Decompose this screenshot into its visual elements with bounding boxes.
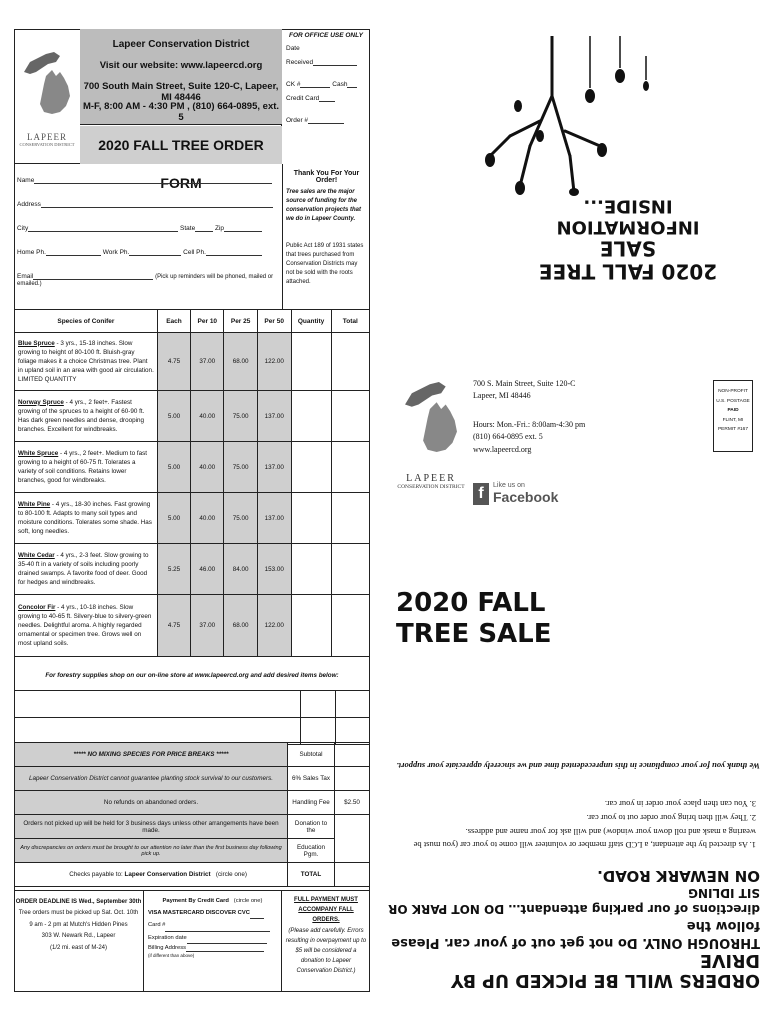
supply-row[interactable] (14, 691, 370, 718)
col-per50: Per 50 (257, 310, 291, 333)
checks-payee: Lapeer Conservation District (124, 871, 211, 878)
price-p50: 137.00 (257, 493, 291, 544)
mailer-web: www.lapeercd.org (473, 444, 532, 454)
work-phone-label: Work Ph. (102, 249, 130, 256)
address-text: 700 South Main Street, Suite 120-C, Lapeer, MI 48446 (83, 81, 279, 103)
species-description (15, 544, 158, 595)
col-per25: Per 25 (224, 310, 257, 333)
sales-tax-label: 6% Sales Tax (288, 767, 335, 791)
price-p10: 37.00 (191, 333, 224, 391)
customer-fields (17, 176, 279, 296)
price-each: 4.75 (157, 595, 190, 657)
cell-phone-field[interactable] (206, 248, 262, 256)
sale-title (396, 588, 552, 650)
info-sub: INFORMATION INSIDE... (556, 195, 700, 238)
order-number-label: Order # (286, 117, 309, 124)
quantity-cell[interactable] (291, 442, 331, 493)
price-p25: 75.00 (224, 493, 257, 544)
total-cell[interactable] (331, 391, 369, 442)
species-name: Norway Spruce (18, 398, 64, 406)
total-label: TOTAL (288, 863, 335, 887)
logo-bottom-text: CONSERVATION DISTRICT (19, 142, 75, 147)
billing-note: (if different than above) (148, 952, 195, 958)
office-use-box (282, 29, 370, 164)
full-payment-title-2: ACCOMPANY FALL ORDERS. (298, 907, 354, 924)
species-detail: - 4 yrs., 2 feet+. Medium to fast growing to a height of 60-75 ft. Tolerates a variety of soil conditions. Retains lower branches, good for windbreaks. (18, 449, 147, 485)
pickup-line-2: 9 am - 2 pm at Mutch's Hidden Pines (29, 921, 128, 928)
quantity-cell[interactable] (291, 333, 331, 391)
price-p50: 137.00 (257, 391, 291, 442)
total-cell[interactable] (331, 595, 369, 657)
name-field[interactable] (34, 176, 272, 184)
mailer-logo-bottom: CONSERVATION DISTRICT (397, 484, 465, 490)
pickup-notice (388, 700, 760, 990)
credit-card-label: Credit Card (286, 95, 320, 102)
col-species: Species of Conifer (15, 310, 158, 333)
public-act-text: Public Act 189 of 1931 states that trees purchased from Conservation Districts may not be sold with the roots attached. (286, 243, 364, 285)
price-p10: 40.00 (191, 493, 224, 544)
price-p10: 40.00 (191, 442, 224, 493)
info-inside-heading (538, 195, 718, 282)
postage-line-4: FLINT, MI (722, 417, 744, 423)
species-description (15, 442, 158, 493)
price-p10: 46.00 (191, 544, 224, 595)
state-label: State (180, 225, 196, 232)
notice-headline: ORDERS WILL BE PICKED UP BY DRIVE (450, 949, 760, 990)
no-mixing-note: ***** NO MIXING SPECIES FOR PRICE BREAKS ***** (15, 743, 288, 767)
city-label: City (17, 225, 29, 232)
total-cell[interactable] (331, 544, 369, 595)
email-label: Email (17, 273, 34, 280)
price-each: 5.00 (157, 391, 190, 442)
table-row (15, 391, 370, 442)
price-each: 5.00 (157, 442, 190, 493)
forestry-supplies (14, 662, 370, 742)
price-p50: 153.00 (257, 544, 291, 595)
price-each: 5.00 (157, 493, 190, 544)
card-title: Payment By Credit Card (162, 898, 229, 904)
species-name: White Pine (18, 500, 51, 508)
col-quantity: Quantity (291, 310, 331, 333)
table-row (15, 544, 370, 595)
price-each: 4.75 (157, 333, 190, 391)
quantity-cell[interactable] (291, 493, 331, 544)
postage-line-2: U.S. POSTAGE (716, 398, 750, 404)
handling-fee-value: $2.50 (335, 791, 370, 815)
full-payment-text: (Please add carefully. Errors resulting in overpayment up to $5 will be considered a donation to Lapeer Conservation District.) (285, 927, 367, 975)
date-label: Date (286, 45, 300, 52)
deadline-box (14, 890, 144, 992)
notice-steps (388, 797, 760, 851)
info-title: 2020 FALL TREE SALE (538, 236, 718, 284)
checks-payable (15, 863, 288, 887)
circle-one-note: (circle one) (215, 871, 247, 878)
thank-you-box (282, 164, 370, 309)
thank-you-title: Thank You For Your Order! (293, 170, 360, 184)
card-types: VISA MASTERCARD DISCOVER CVC (148, 910, 250, 917)
notice-thanks: We thank you for your compliance in this unprecedented time and we sincerely appreciate your support. (396, 760, 760, 771)
sale-title-line-2: TREE SALE (396, 619, 552, 650)
billing-label: Billing Address (148, 944, 187, 951)
price-p10: 37.00 (191, 595, 224, 657)
sale-title-line-1: 2020 FALL (396, 588, 546, 618)
postage-line-3: PAID (727, 408, 739, 414)
logo-top-text: LAPEER (26, 132, 67, 142)
zip-label: Zip (215, 225, 225, 232)
species-name: White Cedar (18, 551, 55, 559)
cell-phone-label: Cell Ph. (183, 249, 206, 256)
header-contact-box (80, 29, 282, 125)
zip-field[interactable] (224, 224, 262, 232)
donation-label-2: Education Pgm. (288, 839, 335, 863)
total-cell[interactable] (331, 493, 369, 544)
state-field[interactable] (195, 224, 213, 232)
species-detail: - 4 yrs., 18-30 inches. Fast growing to 80-100 ft. Adapts to many soil types and moisture conditions. Tolerates some shade. Has soft, long needles. (18, 500, 152, 536)
name-label: Name (17, 177, 35, 184)
donation-label-1: Donation to the (288, 815, 335, 839)
species-detail: - 4 yrs., 10-18 inches. Slow growing to 40-65 ft. Silvery-blue to silvery-green needles. Delightful aroma. A highly regarded ornamental or specimen tree. Grows well on most upland soils. (18, 603, 152, 648)
col-total: Total (331, 310, 369, 333)
address-field[interactable] (41, 200, 273, 208)
thank-you-text: Tree sales are the major source of funding for the conservation projects that we do in Lapeer County. (286, 189, 362, 222)
work-phone-field[interactable] (129, 248, 181, 256)
mailer-address (473, 378, 585, 456)
quantity-cell[interactable] (291, 391, 331, 442)
price-p50: 122.00 (257, 595, 291, 657)
expiration-label: Expiration date (148, 934, 187, 941)
michigan-map-icon (16, 32, 78, 127)
billing-field[interactable] (186, 944, 264, 952)
mailer-logo-top: LAPEER (406, 473, 456, 484)
discrepancies-note: Any discrepancies on orders must be brought to our attention no later than the first business day following pick up. (15, 839, 288, 863)
summary-table (14, 742, 370, 887)
species-detail: - 4 yrs., 2 feet+. Fastest growing of the spruces to a height of 60-90 ft. Has dark green needles and dense, drooping branches. Excellent for windbreaks. (18, 398, 145, 434)
guarantee-note: Lapeer Conservation District cannot guarantee planting stock survival to our customers. (15, 767, 288, 791)
species-name: White Spruce (18, 449, 59, 457)
postage-line-1: NON-PROFIT (718, 389, 748, 394)
mailer-logo (396, 358, 466, 498)
upside-down-tree-icon (470, 36, 670, 196)
notice-directions: directions of our parking attendant… DO NOT PARK OR SIT IDLING (388, 886, 760, 916)
mailer-address-2: Lapeer, MI 48446 (473, 391, 531, 401)
expiration-field[interactable] (187, 936, 267, 944)
deadline-title: ORDER DEADLINE IS Wed., September 30th (15, 899, 142, 905)
supply-row[interactable] (14, 718, 370, 745)
notice-through: THROUGH ONLY. Do not get out of your car. Please follow the (391, 917, 760, 950)
total-value[interactable] (335, 863, 370, 887)
forestry-note: For forestry supplies shop on our on-line store at www.lapeercd.org and add desired items below: (14, 662, 370, 691)
quantity-cell[interactable] (291, 544, 331, 595)
species-name: Concolor Fir (18, 603, 56, 611)
total-cell[interactable] (331, 333, 369, 391)
postage-indicia (713, 380, 753, 452)
mailer-phone: (810) 664-0895 ext. 5 (473, 432, 543, 442)
org-name: Lapeer Conservation District (112, 39, 250, 50)
col-each: Each (157, 310, 190, 333)
species-detail: - 4 yrs., 2-3 feet. Slow growing to 35-40 ft in a variety of soils including poorly drained swamps. A favorite food of deer. Good for hedges and windbreaks. (18, 551, 149, 587)
table-row (15, 493, 370, 544)
office-use-title: FOR OFFICE USE ONLY (289, 32, 363, 39)
total-cell[interactable] (331, 442, 369, 493)
credit-card-box (144, 890, 282, 992)
mailer-hours: Hours: Mon.-Fri.: 8:00am-4:30 pm (473, 419, 586, 429)
hours-text: M-F, 8:00 AM - 4:30 PM , (810) 664-0895, ext. 5 (82, 101, 280, 123)
pickup-line-4: (1/2 mi. east of M-24) (49, 944, 108, 951)
price-p25: 68.00 (224, 333, 257, 391)
email-field[interactable] (33, 272, 153, 280)
species-table (14, 309, 370, 657)
pickup-line-3: 303 W. Newark Rd., Lapeer (41, 933, 116, 940)
price-p25: 68.00 (224, 595, 257, 657)
facebook-badge[interactable] (473, 482, 558, 505)
card-number-label: Card # (148, 922, 166, 929)
postage-line-5: PERMIT #167 (717, 427, 749, 433)
not-picked-note: Orders not picked up will be held for 3 business days unless other arrangements have been made. (15, 815, 288, 839)
species-description (15, 391, 158, 442)
sales-tax-value[interactable] (335, 767, 370, 791)
subtotal-label: Subtotal (288, 743, 335, 767)
price-p50: 122.00 (257, 333, 291, 391)
mailer-address-1: 700 S. Main Street, Suite 120-C (473, 379, 576, 388)
notice-step-1: 1. As directed by the attendant, a LCD staff member or volunteer will come to your car (you must be wearing a mask and roll down your window) and will ask for your name and address. (413, 826, 756, 851)
email-note: (Pick up reminders will be phoned, mailed or emailed.) (17, 274, 274, 287)
checks-payable-label: Checks payable to: (69, 871, 125, 878)
price-p10: 40.00 (191, 391, 224, 442)
full-payment-box (282, 890, 370, 992)
facebook-like-text: Like us on (493, 482, 525, 489)
price-p50: 137.00 (257, 442, 291, 493)
card-number-field[interactable] (165, 924, 270, 932)
cash-label: Cash (332, 81, 348, 88)
home-phone-label: Home Ph. (17, 249, 46, 256)
col-per10: Per 10 (191, 310, 224, 333)
price-p25: 75.00 (224, 442, 257, 493)
logo-lapeer-cd (16, 32, 78, 162)
form-title: 2020 FALL TREE ORDER FORM (80, 126, 282, 164)
subtotal-value[interactable] (335, 743, 370, 767)
pickup-line-1: Tree orders must be picked up Sat. Oct. 10th (18, 910, 139, 917)
table-row (15, 333, 370, 391)
species-description (15, 493, 158, 544)
species-detail: - 3 yrs., 15-18 inches. Slow growing to height of 80-100 ft. Bluish-gray foliage makes it a choice Christmas tree. Plant in upland soil in an area with good air circulation. LIMITED QUANTITY (18, 339, 154, 384)
no-refunds-note: No refunds on abandoned orders. (15, 791, 288, 815)
price-p25: 84.00 (224, 544, 257, 595)
home-phone-field[interactable] (46, 248, 101, 256)
price-p25: 75.00 (224, 391, 257, 442)
city-field[interactable] (28, 224, 178, 232)
website-text: Visit our website: www.lapeercd.org (99, 60, 263, 71)
handling-fee-label: Handling Fee (288, 791, 335, 815)
table-row (15, 442, 370, 493)
card-circle-one: (circle one) (233, 898, 263, 904)
address-label: Address (17, 201, 41, 208)
facebook-icon: f (473, 483, 489, 505)
quantity-cell[interactable] (291, 595, 331, 657)
received-label: Received (286, 59, 314, 66)
table-row (15, 595, 370, 657)
full-payment-title: FULL PAYMENT MUST (294, 897, 358, 903)
price-each: 5.25 (157, 544, 190, 595)
notice-newark: ON NEWARK ROAD. (597, 866, 760, 885)
table-header-row (15, 310, 370, 333)
species-description (15, 595, 158, 657)
species-description (15, 333, 158, 391)
donation-value[interactable] (335, 815, 370, 863)
notice-step-3: 3. You can then place your order in your car. (604, 799, 756, 810)
notice-step-2: 2. They will then bring your order out to your car. (586, 813, 756, 824)
ck-label: CK # (286, 81, 301, 88)
michigan-map-icon (396, 358, 466, 468)
species-name: Blue Spruce (18, 339, 55, 347)
facebook-text: Facebook (493, 489, 559, 505)
